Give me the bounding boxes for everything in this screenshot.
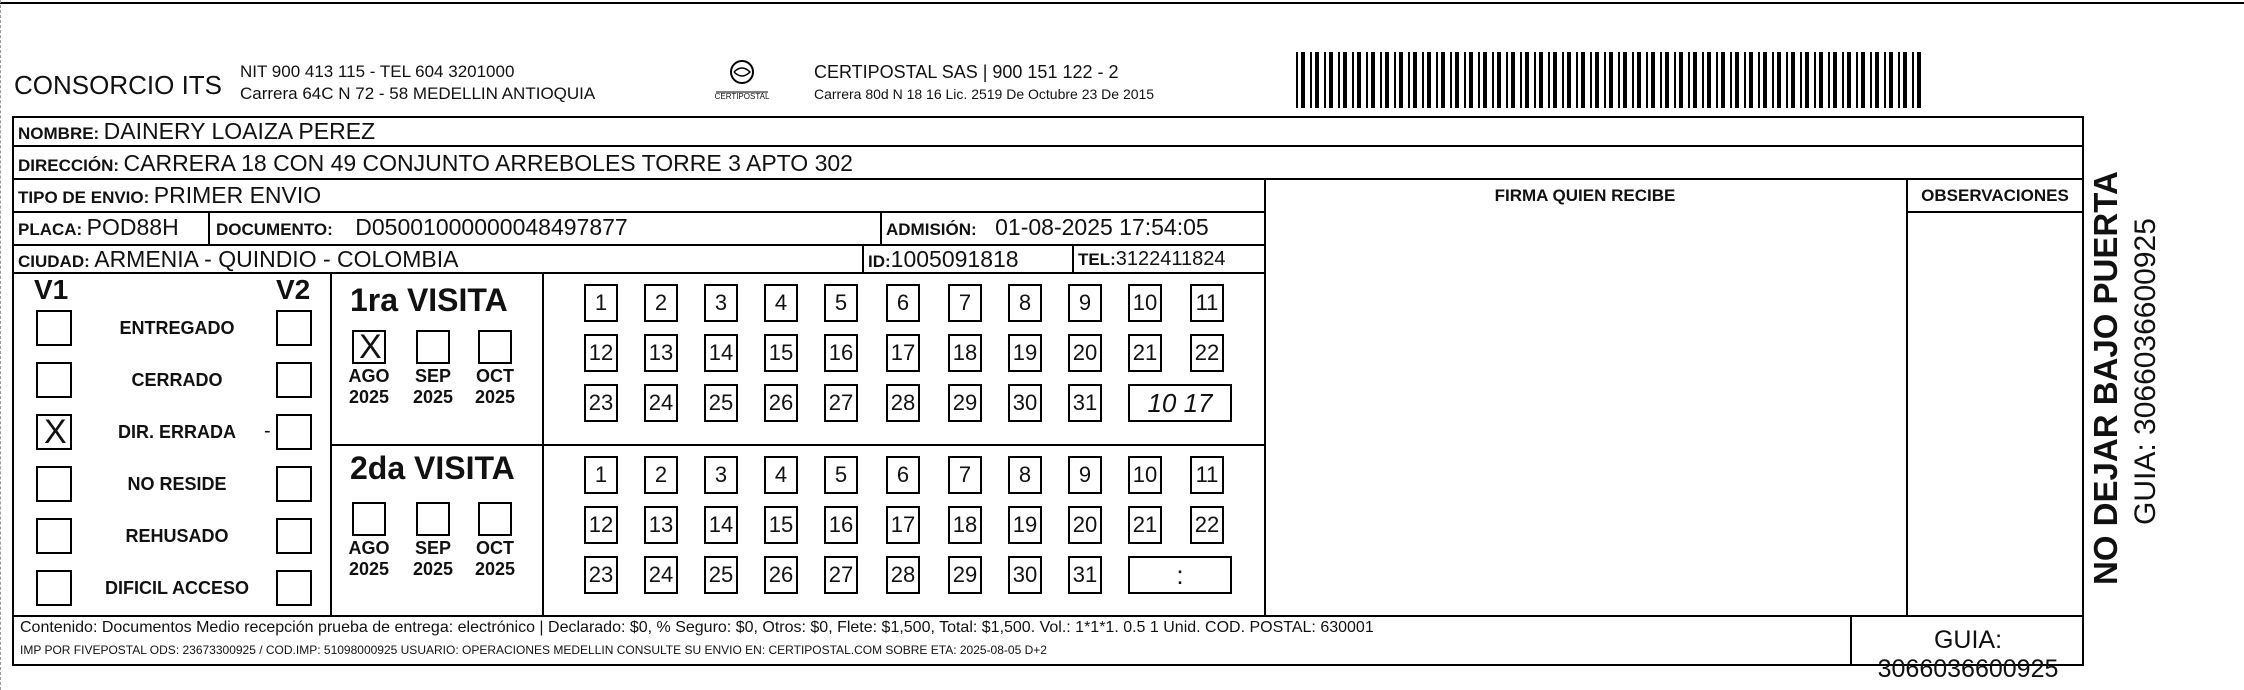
barcode-bar [1665, 52, 1669, 108]
side-guia: GUIA: 3066036600925 [2129, 218, 2162, 525]
second-visit-day-box[interactable]: 8 [1008, 456, 1042, 494]
barcode-bar [1469, 52, 1473, 108]
barcode-bar [1702, 52, 1704, 108]
barcode-bar [1707, 52, 1711, 108]
barcode-bar [1310, 52, 1312, 108]
first-visit-month-mark: X [359, 328, 382, 366]
second-visit-day-box[interactable]: 22 [1190, 506, 1224, 544]
barcode-bar [1562, 52, 1564, 108]
col-line [880, 211, 882, 244]
second-visit-month-year: 2025 [474, 559, 516, 579]
first-visit-day-box[interactable]: 31 [1068, 384, 1102, 422]
barcode-bar [1604, 52, 1606, 108]
first-visit-month-label [339, 366, 399, 408]
barcode-bar [1497, 52, 1501, 108]
first-visit-day-box[interactable]: 16 [824, 334, 858, 372]
first-visit-month-label [465, 366, 525, 408]
barcode-bar [1884, 52, 1886, 108]
barcode-bar [1590, 52, 1592, 108]
barcode-bar [1366, 52, 1368, 108]
first-visit-day-box[interactable]: 25 [704, 384, 738, 422]
barcode-bar [1805, 52, 1809, 108]
barcode-bar [1646, 52, 1648, 108]
first-visit-day-box[interactable]: 19 [1008, 334, 1042, 372]
v2-checkbox[interactable] [276, 518, 312, 554]
status-label: NO RESIDE [127, 474, 227, 494]
first-visit-day-box[interactable]: 1 [584, 284, 618, 322]
barcode-bar [1394, 52, 1396, 108]
status-label: DIR. ERRADA [117, 422, 236, 442]
first-visit-time-box[interactable] [1128, 384, 1232, 422]
second-visit-month-name: SEP [414, 538, 452, 558]
first-visit-month-checkbox[interactable] [352, 330, 386, 364]
barcode-bar [1870, 52, 1872, 108]
id-value: 1005091818 [890, 246, 1019, 272]
barcode-bar [1786, 52, 1788, 108]
barcode-bar [1450, 52, 1452, 108]
barcode-bar [1772, 52, 1774, 108]
first-visit-day-box[interactable]: 15 [764, 334, 798, 372]
v2-checkbox[interactable] [276, 414, 312, 450]
second-visit-day-box[interactable]: 25 [704, 556, 738, 594]
barcode-bar [1679, 52, 1683, 108]
company-address: Carrera 64C N 72 - 58 MEDELLIN ANTIOQUIA [240, 84, 596, 103]
barcode-bar [1553, 52, 1557, 108]
barcode-bar [1595, 52, 1599, 108]
barcode-bar [1861, 52, 1865, 108]
barcode-bar [1329, 52, 1333, 108]
barcode-bar [1380, 52, 1382, 108]
v2-checkbox[interactable] [276, 310, 312, 346]
second-visit-day-box[interactable]: 16 [824, 506, 858, 544]
footer-line1: Contenido: Documentos Medio recepción prueba de entrega: electrónico | Declarado: $0, % Seguro: $0, Otros: $0, Flete: $1,500, Total: $1,500. Vol.: 1*1*1. 0.5 1 Unid. COD. POSTAL: 630001 [20, 619, 1374, 636]
second-visit-day-box[interactable]: 14 [704, 506, 738, 544]
direccion-row [18, 150, 853, 177]
barcode-bar [1413, 52, 1417, 108]
second-visit-time-box[interactable] [1128, 556, 1232, 594]
barcode-bar [1301, 52, 1305, 108]
tipo-label: TIPO DE ENVIO: [18, 188, 150, 207]
first-visit-day-box[interactable]: 9 [1068, 284, 1102, 322]
barcode-bar [1343, 52, 1347, 108]
first-visit-day-box[interactable]: 20 [1068, 334, 1102, 372]
barcode-bar [1791, 52, 1795, 108]
id-label: ID: [868, 252, 891, 271]
tipo-value: PRIMER ENVIO [153, 182, 322, 208]
v2-checkbox[interactable] [276, 570, 312, 606]
first-visit-month-checkbox[interactable] [416, 330, 450, 364]
first-visit-month-year: 2025 [474, 387, 516, 407]
first-visit-time-value: 10 17 [1147, 387, 1213, 418]
second-visit-month-checkbox[interactable] [352, 502, 386, 536]
first-visit-day-box[interactable]: 26 [764, 384, 798, 422]
barcode-bar [1777, 52, 1781, 108]
second-visit-day-box[interactable]: 31 [1068, 556, 1102, 594]
first-visit-day-box[interactable]: 14 [704, 334, 738, 372]
barcode-bar [1763, 52, 1767, 108]
barcode-bar [1623, 52, 1627, 108]
barcode-bar [1506, 52, 1508, 108]
documento-value: D05001000000048497877 [355, 214, 628, 240]
first-visit-title: 1ra VISITA [350, 282, 508, 318]
admision-value: 01-08-2025 17:54:05 [995, 214, 1209, 240]
certipostal-line2: Carrera 80d N 18 16 Lic. 2519 De Octubre 23 De 2015 [814, 86, 1155, 102]
tel-label: TEL: [1078, 250, 1116, 269]
barcode-bar [1833, 52, 1837, 108]
first-visit-day-box[interactable]: 2 [644, 284, 678, 322]
company-name: CONSORCIO ITS [14, 70, 223, 100]
row-line [12, 211, 1266, 213]
ciudad-label: CIUDAD: [18, 252, 90, 271]
second-visit-month-year: 2025 [348, 559, 390, 579]
v1-checkbox[interactable] [36, 518, 72, 554]
second-visit-month-label [465, 538, 525, 580]
second-visit-month-name: OCT [476, 538, 514, 558]
barcode-bar [1912, 52, 1914, 108]
placa-label: PLACA: [18, 220, 83, 239]
col-line [1906, 178, 1908, 615]
v1-header: V1 [34, 274, 69, 305]
v1-checkbox[interactable] [36, 310, 72, 346]
barcode-bar [1889, 52, 1893, 108]
first-visit-day-box[interactable]: 30 [1008, 384, 1042, 422]
firma-label: FIRMA QUIEN RECIBE [1494, 186, 1676, 205]
barcode-bar [1651, 52, 1655, 108]
barcode-bar [1875, 52, 1879, 108]
row-line [330, 444, 1264, 446]
barcode-bar [1814, 52, 1816, 108]
first-visit-day-box[interactable]: 12 [584, 334, 618, 372]
barcode-bar [1399, 52, 1403, 108]
first-visit-day-box[interactable]: 11 [1190, 284, 1224, 322]
second-visit-month-label [403, 538, 463, 580]
footer-guia: GUIA: 3066036600925 [1877, 626, 2059, 683]
barcode-bar [1721, 52, 1725, 108]
cut-mark [0, 0, 3, 690]
status-dash: - [264, 420, 271, 442]
first-visit-day-box[interactable]: 18 [948, 334, 982, 372]
row-line [12, 145, 2084, 147]
barcode-bar [1520, 52, 1522, 108]
first-visit-day-box[interactable]: 6 [886, 284, 920, 322]
barcode-bar [1525, 52, 1529, 108]
barcode-bar [1464, 52, 1466, 108]
second-visit-day-box[interactable]: 9 [1068, 456, 1102, 494]
tipo-row [18, 182, 321, 209]
direccion-label: DIRECCIÓN: [18, 156, 120, 175]
second-visit-day-box[interactable]: 18 [948, 506, 982, 544]
barcode-bar [1478, 52, 1480, 108]
first-visit-day-box[interactable]: 13 [644, 334, 678, 372]
first-visit-month-label [403, 366, 463, 408]
top-border [0, 2, 2244, 4]
v1-checkbox[interactable] [36, 570, 72, 606]
second-visit-month-name: AGO [348, 538, 390, 558]
tel-row [1078, 248, 1226, 271]
first-visit-month-name: OCT [476, 366, 514, 386]
second-visit-day-box[interactable]: 6 [886, 456, 920, 494]
barcode-bar [1539, 52, 1543, 108]
barcode-bar [1581, 52, 1585, 108]
barcode-bar [1576, 52, 1578, 108]
barcode-bar [1693, 52, 1697, 108]
barcode-bar [1856, 52, 1858, 108]
first-visit-day-box[interactable]: 8 [1008, 284, 1042, 322]
v2-checkbox[interactable] [276, 466, 312, 502]
second-visit-day-box[interactable]: 7 [948, 456, 982, 494]
company-nit: NIT 900 413 115 - TEL 604 3201000 [240, 62, 515, 81]
certipostal-logo [712, 58, 772, 104]
second-visit-day-box[interactable]: 5 [824, 456, 858, 494]
barcode-bar [1492, 52, 1494, 108]
row-line [1906, 211, 2084, 213]
first-visit-month-year: 2025 [412, 387, 454, 407]
documento-label: DOCUMENTO: [216, 220, 333, 239]
second-visit-day-box[interactable]: 10 [1128, 456, 1162, 494]
col-line [862, 244, 864, 272]
first-visit-day-box[interactable]: 3 [704, 284, 738, 322]
admision-row [886, 214, 1209, 241]
first-visit-day-box[interactable]: 21 [1128, 334, 1162, 372]
nombre-label: NOMBRE: [18, 124, 100, 143]
footer-line2: IMP POR FIVEPOSTAL ODS: 23673300925 / COD.IMP: 51098000925 USUARIO: OPERACIONES MEDELLIN CONSULTE SU ENVIO EN: CERTIPOSTAL.COM SOBRE ETA: 2025-08-05 D+2 [20, 643, 1047, 657]
barcode-bar [1819, 52, 1823, 108]
status-label: CERRADO [131, 370, 223, 390]
barcode-bar [1749, 52, 1753, 108]
second-visit-day-box[interactable]: 30 [1008, 556, 1042, 594]
second-visit-day-box[interactable]: 19 [1008, 506, 1042, 544]
first-visit-month-checkbox[interactable] [478, 330, 512, 364]
barcode-bar [1758, 52, 1760, 108]
status-label: DIFICIL ACCESO [104, 578, 249, 598]
second-visit-day-box[interactable]: 24 [644, 556, 678, 594]
first-visit-day-box[interactable]: 4 [764, 284, 798, 322]
id-row [868, 246, 1019, 273]
barcode-bar [1637, 52, 1641, 108]
second-visit-month-label [339, 538, 399, 580]
second-visit-day-box[interactable]: 26 [764, 556, 798, 594]
barcode-bar [1315, 52, 1319, 108]
barcode-bar [1847, 52, 1851, 108]
nombre-value: DAINERY LOAIZA PEREZ [103, 118, 376, 144]
certipostal-line1: CERTIPOSTAL SAS | 900 151 122 - 2 [814, 62, 1119, 82]
first-visit-day-box[interactable]: 29 [948, 384, 982, 422]
second-visit-day-box[interactable]: 12 [584, 506, 618, 544]
placa-row [18, 214, 179, 241]
barcode-bar [1436, 52, 1438, 108]
barcode-bar [1898, 52, 1900, 108]
first-visit-month-year: 2025 [348, 387, 390, 407]
first-visit-day-box[interactable]: 17 [886, 334, 920, 372]
admision-label: ADMISIÓN: [886, 220, 977, 239]
second-visit-day-box[interactable]: 3 [704, 456, 738, 494]
barcode-bar [1483, 52, 1487, 108]
v1-checkbox[interactable] [36, 362, 72, 398]
barcode [1296, 52, 1928, 108]
second-visit-day-box[interactable]: 23 [584, 556, 618, 594]
barcode-bar [1744, 52, 1746, 108]
status-label: REHUSADO [125, 526, 229, 546]
first-visit-month-name: AGO [348, 366, 390, 386]
second-visit-day-box[interactable]: 11 [1190, 456, 1224, 494]
nombre-row [18, 118, 375, 145]
side-warning: NO DEJAR BAJO PUERTA [2087, 171, 2124, 585]
barcode-bar [1800, 52, 1802, 108]
first-visit-day-box[interactable]: 10 [1128, 284, 1162, 322]
second-visit-month-checkbox[interactable] [478, 502, 512, 536]
barcode-bar [1324, 52, 1326, 108]
barcode-bar [1674, 52, 1676, 108]
row-line [12, 178, 2084, 180]
barcode-bar [1917, 52, 1921, 108]
barcode-bar [1511, 52, 1515, 108]
logo-text: CERTIPOSTAL [714, 92, 770, 101]
first-visit-day-box[interactable]: 7 [948, 284, 982, 322]
barcode-bar [1352, 52, 1354, 108]
barcode-bar [1632, 52, 1634, 108]
barcode-bar [1371, 52, 1375, 108]
barcode-bar [1688, 52, 1690, 108]
barcode-bar [1548, 52, 1550, 108]
ciudad-row [18, 246, 458, 273]
barcode-bar [1618, 52, 1620, 108]
second-visit-title: 2da VISITA [350, 450, 515, 486]
second-visit-time-value: : [1176, 559, 1184, 590]
status-label: ENTREGADO [119, 318, 235, 338]
first-visit-month-name: SEP [414, 366, 452, 386]
v1-checkbox[interactable] [36, 466, 72, 502]
v1-check-mark: X [44, 413, 67, 451]
barcode-bar [1903, 52, 1907, 108]
barcode-bar [1828, 52, 1830, 108]
placa-value: POD88H [86, 214, 179, 240]
second-visit-day-box[interactable]: 27 [824, 556, 858, 594]
second-visit-day-box[interactable]: 20 [1068, 506, 1102, 544]
second-visit-day-box[interactable]: 2 [644, 456, 678, 494]
tel-value: 3122411824 [1115, 248, 1226, 270]
second-visit-day-box[interactable]: 4 [764, 456, 798, 494]
documento-row [216, 214, 628, 241]
barcode-bar [1735, 52, 1739, 108]
second-visit-day-box[interactable]: 28 [886, 556, 920, 594]
v1-checkbox[interactable] [36, 414, 72, 450]
barcode-bar [1408, 52, 1410, 108]
second-visit-month-checkbox[interactable] [416, 502, 450, 536]
barcode-bar [1296, 52, 1298, 108]
direccion-value: CARRERA 18 CON 49 CONJUNTO ARREBOLES TORRE 3 APTO 302 [123, 150, 853, 176]
barcode-bar [1422, 52, 1424, 108]
second-visit-day-box[interactable]: 1 [584, 456, 618, 494]
barcode-bar [1609, 52, 1613, 108]
ciudad-value: ARMENIA - QUINDIO - COLOMBIA [94, 246, 459, 272]
barcode-bar [1427, 52, 1431, 108]
observaciones-label: OBSERVACIONES [1921, 186, 2069, 205]
barcode-bar [1842, 52, 1844, 108]
second-visit-day-box[interactable]: 21 [1128, 506, 1162, 544]
col-line [1264, 178, 1266, 615]
first-visit-day-box[interactable]: 5 [824, 284, 858, 322]
second-visit-month-year: 2025 [412, 559, 454, 579]
barcode-bar [1357, 52, 1361, 108]
second-visit-day-box[interactable]: 17 [886, 506, 920, 544]
second-visit-day-box[interactable]: 15 [764, 506, 798, 544]
first-visit-day-box[interactable]: 28 [886, 384, 920, 422]
first-visit-day-box[interactable]: 24 [644, 384, 678, 422]
barcode-bar [1567, 52, 1571, 108]
first-visit-day-box[interactable]: 23 [584, 384, 618, 422]
barcode-bar [1455, 52, 1459, 108]
first-visit-day-box[interactable]: 22 [1190, 334, 1224, 372]
barcode-bar [1385, 52, 1389, 108]
col-line [1072, 244, 1074, 272]
v2-checkbox[interactable] [276, 362, 312, 398]
barcode-bar [1730, 52, 1732, 108]
row-line [12, 615, 2084, 617]
v2-header: V2 [276, 274, 311, 305]
barcode-bar [1716, 52, 1718, 108]
col-line [208, 211, 210, 244]
barcode-bar [1338, 52, 1340, 108]
barcode-bar [1660, 52, 1662, 108]
first-visit-day-box[interactable]: 27 [824, 384, 858, 422]
second-visit-day-box[interactable]: 13 [644, 506, 678, 544]
barcode-bar [1441, 52, 1445, 108]
second-visit-day-box[interactable]: 29 [948, 556, 982, 594]
barcode-bar [1534, 52, 1536, 108]
